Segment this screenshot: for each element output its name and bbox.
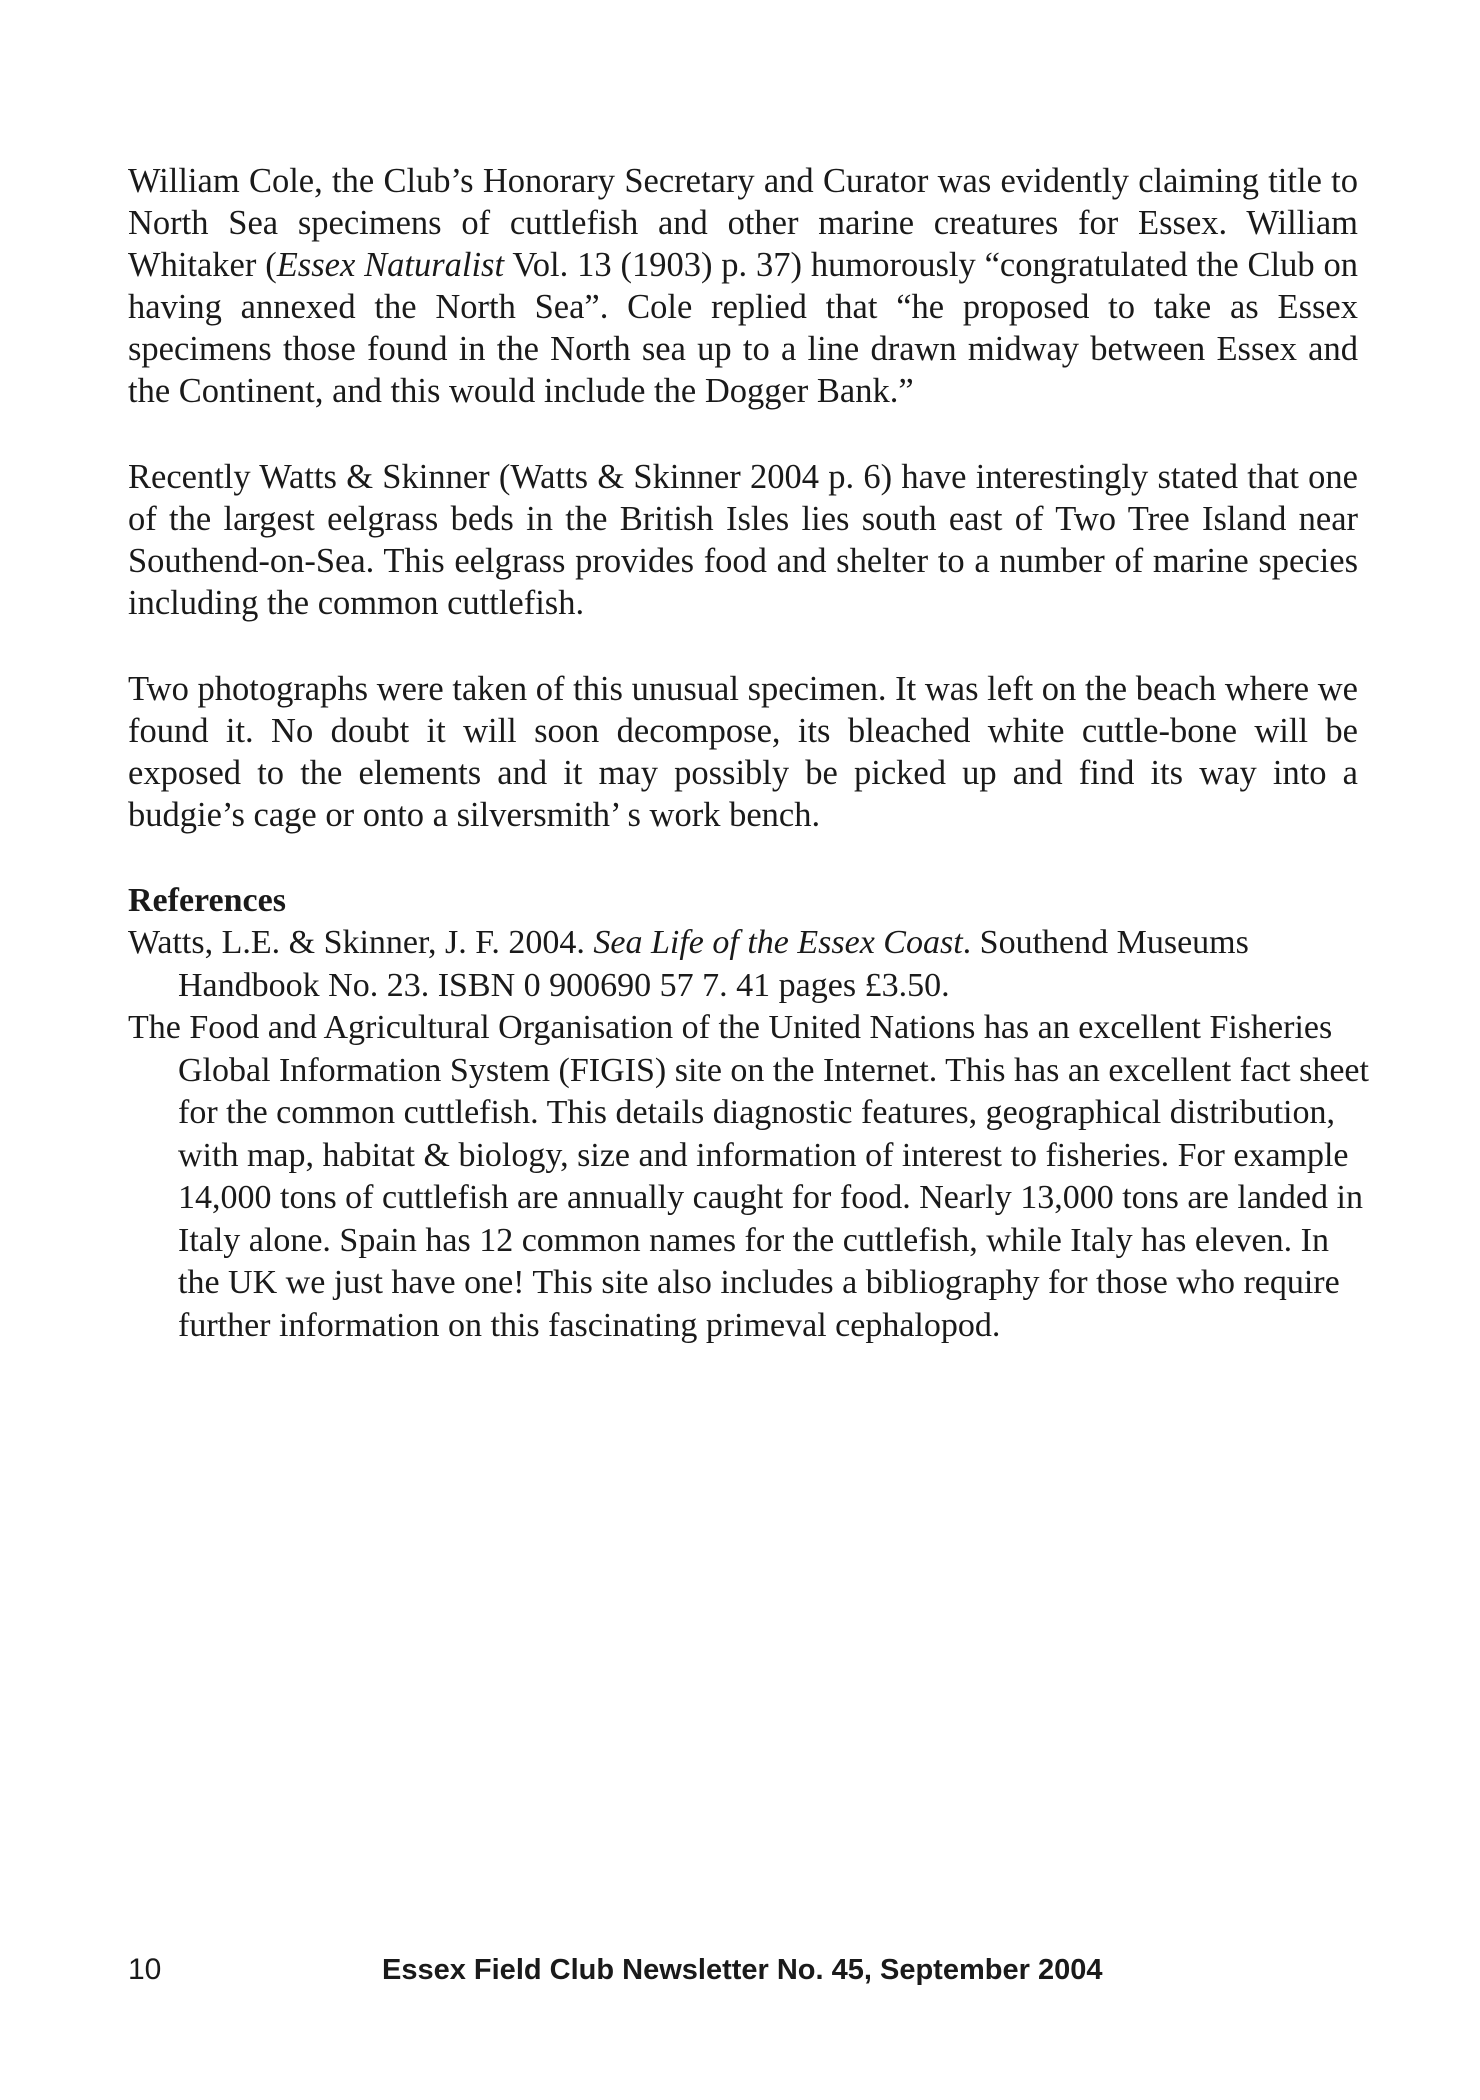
page-body — [128, 160, 1369, 1347]
reference-book-title: Sea Life of the Essex Coast — [593, 924, 963, 961]
paragraph-cole-text-2: Vol. 13 (1903) p. 37) humorously “congratulated the Club on having annexed the North Sea”. Cole replied that “he proposed to take as Essex specimens those found in the North sea up to a line drawn midway between Essex and the Continent, and this would include the Dogger Bank.” — [128, 246, 1358, 410]
reference-authors: Watts, L.E. & Skinner, J. F. 2004. — [128, 924, 594, 961]
page-footer — [0, 1950, 1480, 1990]
reference-details: . Southend Museums Handbook No. 23. ISBN 0 900690 57 7. 41 pages £3.50. — [178, 924, 1249, 1004]
reference-item-watts — [128, 922, 1378, 1007]
references-heading: References — [128, 882, 286, 919]
reference-item-fao: The Food and Agricultural Organisation of the United Nations has an excellent Fisheries Global Information System (FIGIS) site on the Internet. This has an excellent fact sheet for the common cuttlefish. This details diagnostic features, geographical distribution, with map, habitat & biology, size and information of interest to fisheries. For example 14,000 tons of cuttlefish are annually caught for food. Nearly 13,000 tons are landed in Italy alone. Spain has 12 common names for the cuttlefish, while Italy has eleven. In the UK we just have one! This site also includes a bibliography for those who require further information on this fascinating primeval cephalopod. — [128, 1009, 1369, 1344]
paragraph-cole — [128, 160, 1358, 412]
paragraph-photographs: Two photographs were taken of this unusual specimen. It was left on the beach where we found it. No doubt it will soon decompose, its bleached white cuttle-bone will be exposed to the elements and it may possibly be picked up and find its way into a budgie’s cage or onto a silversmith’ s work bench. — [128, 670, 1358, 834]
journal-title: Essex Naturalist — [276, 246, 505, 284]
paragraph-cole-text-1: William Cole, the Club’s Honorary Secretary and Curator was evidently claiming title to North Sea specimens of cuttlefish and other marine creatures for Essex. William Whitaker ( — [128, 162, 1358, 284]
publication-title: Essex Field Club Newsletter No. 45, September 2004 — [382, 1954, 1103, 1986]
references-section — [128, 880, 1369, 1347]
paragraph-eelgrass: Recently Watts & Skinner (Watts & Skinner 2004 p. 6) have interestingly stated that one of the largest eelgrass beds in the British Isles lies south east of Two Tree Island near Southend-on-Sea. This eelgrass provides food and shelter to a number of marine species including the common cuttlefish. — [128, 458, 1358, 622]
page-number: 10 — [128, 1953, 162, 1986]
